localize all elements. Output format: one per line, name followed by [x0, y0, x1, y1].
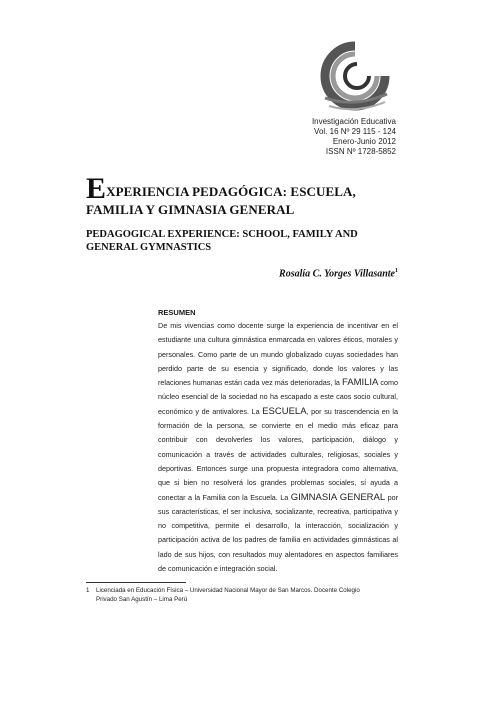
journal-date: Enero-Junio 2012: [332, 137, 396, 146]
journal-logo-icon: [305, 36, 405, 116]
abstract-text-3: , por su trascendencia en la formación de la persona, se convierte en el medio más eficaz para contribuir con devolverles los valores, participación, diálogo y comunicación a través de actividades culturales, religiosas, sociales y deportivas. Entonces surge una propuesta integradora como alternativa, que si bien no resolverá los grandes problemas sociales, sí ayuda a conectar a la Familia con la Escuela. La: [158, 406, 398, 502]
keyword-gimnasia-general: GIMNASIA GENERAL: [290, 491, 386, 503]
abstract-text-2: como núcleo esencial de la sociedad no ha escapado a este caos socio cultural, económico y de antivalores. La: [158, 378, 398, 416]
keyword-familia: FAMILIA: [341, 377, 379, 389]
abstract-text-1: De mis vivencias como docente surge la experiencia de incentivar en el estudiante una cultura gimnástica enmarcada en valores éticos, morales y personales. Como parte de un mundo globalizado cuyas sociedades han perdido parte de su esencia y significado, donde los valores y las relaciones humanas están cada vez más deterioradas, la: [158, 321, 398, 388]
title-dropcap: E: [86, 172, 107, 205]
title-en-line2: GENERAL GYMNASTICS: [86, 242, 212, 253]
footnote-divider: [86, 582, 186, 583]
journal-info: [312, 117, 396, 157]
journal-issn: ISSN Nº 1728-5852: [325, 147, 396, 156]
abstract-body: [158, 319, 398, 576]
author-name: Rosalía C. Yorges Villasante: [279, 268, 395, 280]
keyword-escuela: ESCUELA: [262, 405, 307, 417]
footnote-line1: Licenciada en Educación Física – Universidad Nacional Mayor de San Marcos. Docente Colegio: [96, 587, 360, 594]
abstract-text-4: por sus características, el ser inclusiva, socializante, recreativa, participativa y no competitiva, permite el desarrollo, la interacción, socialización y participación activa de los padres de familia en actividades gimnásticas al lado de sus hijos, con resultados muy alentadores en aspectos familiares de comunicación e integración social.: [158, 492, 398, 574]
abstract-heading: RESUMEN: [158, 308, 196, 317]
title-en-line1: PEDAGOGICAL EXPERIENCE: SCHOOL, FAMILY AND: [86, 229, 358, 240]
article-title-english: [86, 228, 406, 254]
article-title-spanish: [86, 172, 416, 218]
author-byline: [279, 268, 398, 279]
title-line2: FAMILIA Y GIMNASIA GENERAL: [86, 202, 295, 217]
title-line1: XPERIENCIA PEDAGÓGICA: ESCUELA,: [106, 184, 356, 199]
footnote-number: 1: [86, 587, 90, 594]
journal-name: Investigación Educativa: [311, 117, 396, 126]
abstract-section: [158, 308, 398, 576]
footnote-line2: Privado San Agustín – Lima Perú: [96, 596, 188, 603]
journal-volume: Vol. 16 Nº 29 115 - 124: [314, 127, 396, 136]
footnote: [86, 586, 406, 604]
author-footnote-mark: 1: [395, 268, 398, 274]
